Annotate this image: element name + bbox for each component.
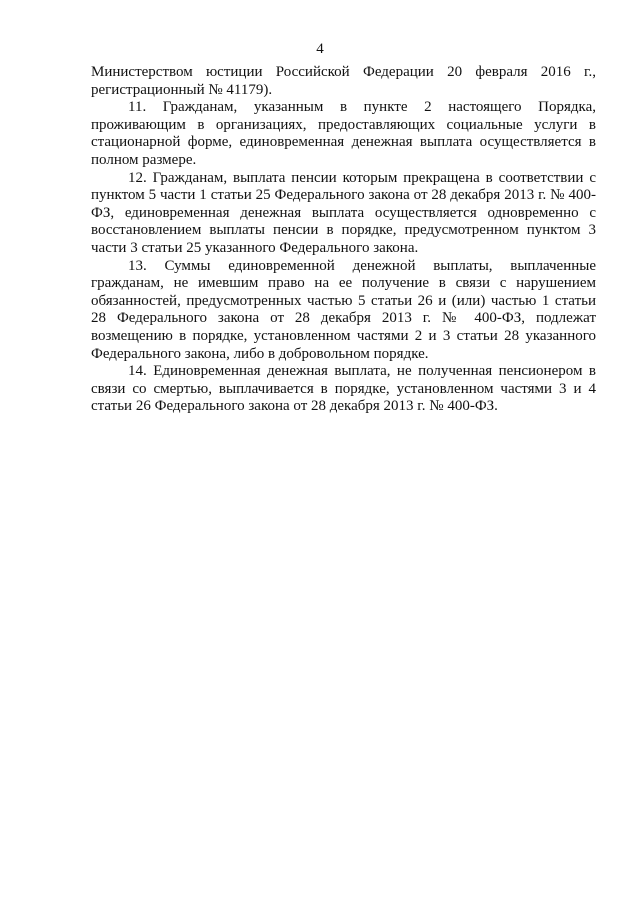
page-number: 4 [316,41,324,57]
paragraph-continuation: Министерством юстиции Российской Федерации 20 февраля 2016 г., регистрационный № 41179). [91,64,596,98]
paragraph-item-14: 14. Единовременная денежная выплата, не полученная пенсионером в связи со смертью, выплачивается в порядке, установленном частями 3 и 4 статьи 26 Федерального закона от 28 декабря 2013 г. № 400-ФЗ. [91,363,596,415]
paragraph-item-13: 13. Суммы единовременной денежной выплаты, выплаченные гражданам, не имевшим право на ее получение в связи с нарушением обязанностей, предусмотренных частью 5 статьи 26 и (или) частью 1 статьи 28 Федерального закона от 28 декабря 2013 г. № 400-ФЗ, подлежат возмещению в порядке, установленном частями 2 и 3 статьи 28 указанного Федерального закона, либо в добровольном порядке. [91,257,596,362]
paragraph-item-12: 12. Гражданам, выплата пенсии которым прекращена в соответствии с пунктом 5 части 1 статьи 25 Федерального закона от 28 декабря 2013 г. № 400-ФЗ, единовременная денежная выплата осуществляется одновременно с восстановлением выплаты пенсии в порядке, предусмотренном пунктом 3 части 3 статьи 25 указанного Федерального закона. [91,169,596,256]
document-body [91,64,596,416]
paragraph-item-11: 11. Гражданам, указанным в пункте 2 настоящего Порядка, проживающим в организациях, предоставляющих социальные услуги в стационарной форме, единовременная денежная выплата осуществляется в полном размере. [91,99,596,168]
